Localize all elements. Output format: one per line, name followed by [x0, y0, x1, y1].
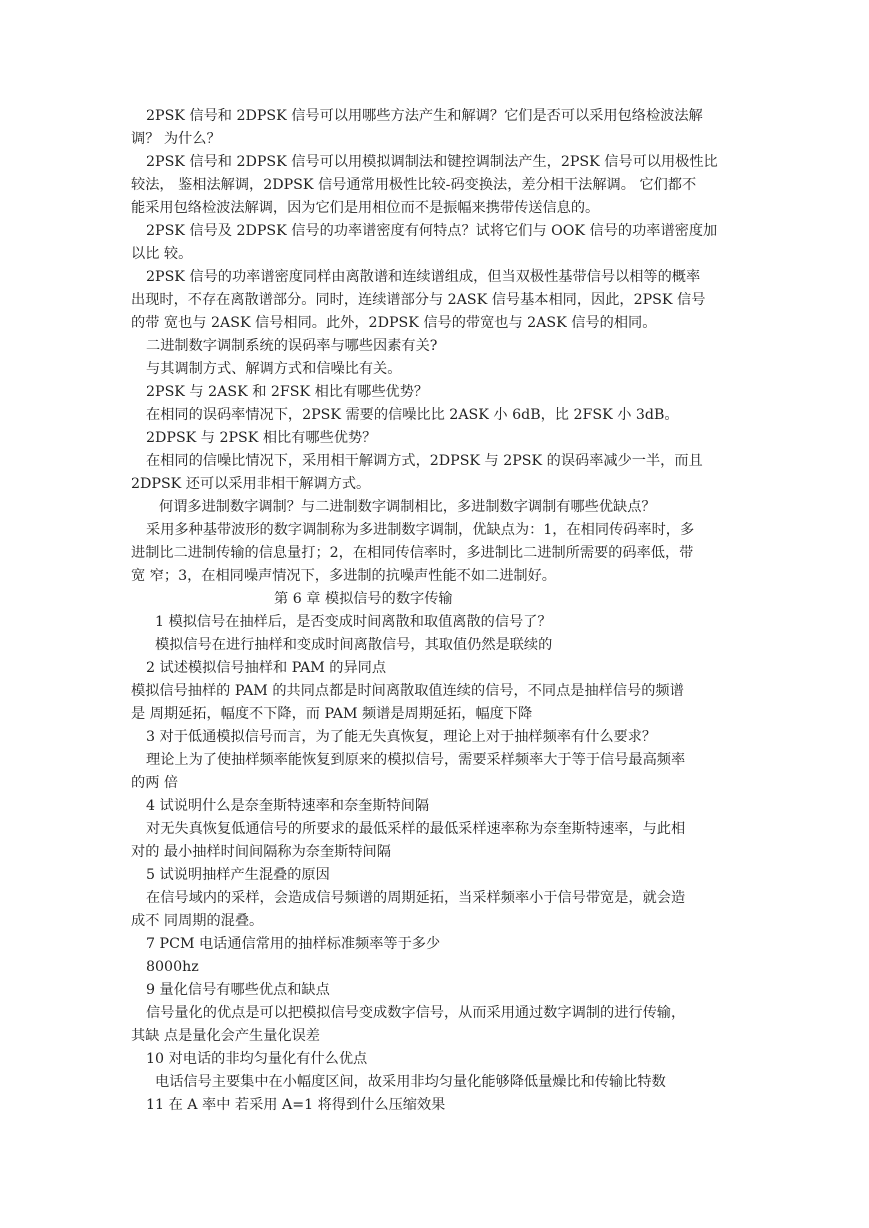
- text-line: 较法， 鉴相法解调，2DPSK 信号通常用极性比较-码变换法，差分相干法解调。 它们都不: [131, 177, 697, 193]
- text-line: 其缺 点是量化会产生量化误差: [131, 1028, 320, 1044]
- text-line: 2DPSK 与 2PSK 相比有哪些优势？: [146, 430, 377, 446]
- text-line: 8000hz: [146, 959, 199, 975]
- text-line: 5 试说明抽样产生混叠的原因: [146, 867, 330, 883]
- text-line: 在信号域内的采样，会造成信号频谱的周期延拓，当采样频率小于信号带宽是，就会造: [146, 890, 686, 906]
- text-line: 成不 同周期的混叠。: [131, 913, 264, 929]
- text-line: 在相同的误码率情况下，2PSK 需要的信噪比比 2ASK 小 6dB，比 2FSK 小 3dB。: [146, 407, 679, 423]
- text-line: 2PSK 信号和 2DPSK 信号可以用哪些方法产生和解调？它们是否可以采用包络检波法解: [146, 108, 703, 124]
- text-line: 对的 最小抽样时间间隔称为奈奎斯特间隔: [131, 844, 391, 860]
- chapter-heading: 第 6 章 模拟信号的数字传输: [274, 591, 453, 607]
- text-line: 进制比二进制传输的信息量打；2，在相同传信率时，多进制比二进制所需要的码率低，带: [131, 545, 694, 561]
- text-line: 模拟信号在进行抽样和变成时间离散信号，其取值仍然是联续的: [155, 637, 553, 653]
- text-line: 宽 窄；3，在相同噪声情况下，多进制的抗噪声性能不如二进制好。: [131, 568, 556, 584]
- text-line: 信号量化的优点是可以把模拟信号变成数字信号，从而采用通过数字调制的进行传输，: [146, 1005, 686, 1021]
- text-line: 采用多种基带波形的数字调制称为多进制数字调制，优缺点为：1，在相同传码率时，多: [146, 522, 695, 538]
- text-line: 2PSK 信号和 2DPSK 信号可以用模拟调制法和键控调制法产生，2PSK 信号可以用极性比: [146, 154, 718, 170]
- text-line: 3 对于低通模拟信号而言，为了能无失真恢复，理论上对于抽样频率有什么要求？: [146, 729, 657, 745]
- text-line: 2PSK 与 2ASK 和 2FSK 相比有哪些优势？: [146, 384, 429, 400]
- text-line: 是 周期延拓，幅度不下降，而 PAM 频谱是周期延拓，幅度下降: [131, 706, 533, 722]
- text-line: 对无失真恢复低通信号的所要求的最低采样的最低采样速率称为奈奎斯特速率，与此相: [146, 821, 686, 837]
- text-line: 2PSK 信号及 2DPSK 信号的功率谱密度有何特点？试将它们与 OOK 信号的功率谱密度加: [146, 223, 718, 239]
- text-line: 的两 倍: [131, 775, 179, 791]
- text-line: 何谓多进制数字调制？与二进制数字调制相比，多进制数字调制有哪些优缺点？: [159, 499, 656, 515]
- text-line: 以比 较。: [131, 246, 193, 262]
- text-line: 9 量化信号有哪些优点和缺点: [146, 982, 330, 998]
- text-line: 4 试说明什么是奈奎斯特速率和奈奎斯特间隔: [146, 798, 430, 814]
- text-line: 模拟信号抽样的 PAM 的共同点都是时间离散取值连续的信号，不同点是抽样信号的频谱: [131, 683, 684, 699]
- text-line: 与其调制方式、解调方式和信噪比有关。: [146, 361, 402, 377]
- text-line: 11 在 A 率中 若采用 A=1 将得到什么压缩效果: [146, 1097, 446, 1113]
- text-line: 电话信号主要集中在小幅度区间，故采用非均匀量化能够降低量燥比和传输比特数: [155, 1074, 666, 1090]
- text-line: 调？ 为什么？: [131, 131, 221, 147]
- text-line: 的带 宽也与 2ASK 信号相同。此外，2DPSK 信号的带宽也与 2ASK 信号的相同。: [131, 315, 657, 331]
- text-line: 出现时，不存在离散谱部分。同时，连续谱部分与 2ASK 信号基本相同，因此，2PSK 信号: [131, 292, 706, 308]
- text-line: 在相同的信噪比情况下，采用相干解调方式，2DPSK 与 2PSK 的误码率减少一半，而且: [146, 453, 703, 469]
- text-line: 10 对电话的非均匀量化有什么优点: [146, 1051, 368, 1067]
- text-line: 1 模拟信号在抽样后，是否变成时间离散和取值离散的信号了？: [155, 614, 552, 630]
- text-line: 7 PCM 电话通信常用的抽样标准频率等于多少: [146, 936, 441, 952]
- text-line: 能采用包络检波法解调，因为它们是用相位而不是振幅来携带传送信息的。: [131, 200, 600, 216]
- text-line: 二进制数字调制系统的误码率与哪些因素有关?: [146, 338, 438, 354]
- text-line: 2 试述模拟信号抽样和 PAM 的异同点: [146, 660, 387, 676]
- text-line: 2DPSK 还可以采用非相干解调方式。: [131, 476, 371, 492]
- text-line: 理论上为了使抽样频率能恢复到原来的模拟信号，需要采样频率大于等于信号最高频率: [146, 752, 686, 768]
- text-line: 2PSK 信号的功率谱密度同样由离散谱和连续谱组成，但当双极性基带信号以相等的概率: [146, 269, 701, 285]
